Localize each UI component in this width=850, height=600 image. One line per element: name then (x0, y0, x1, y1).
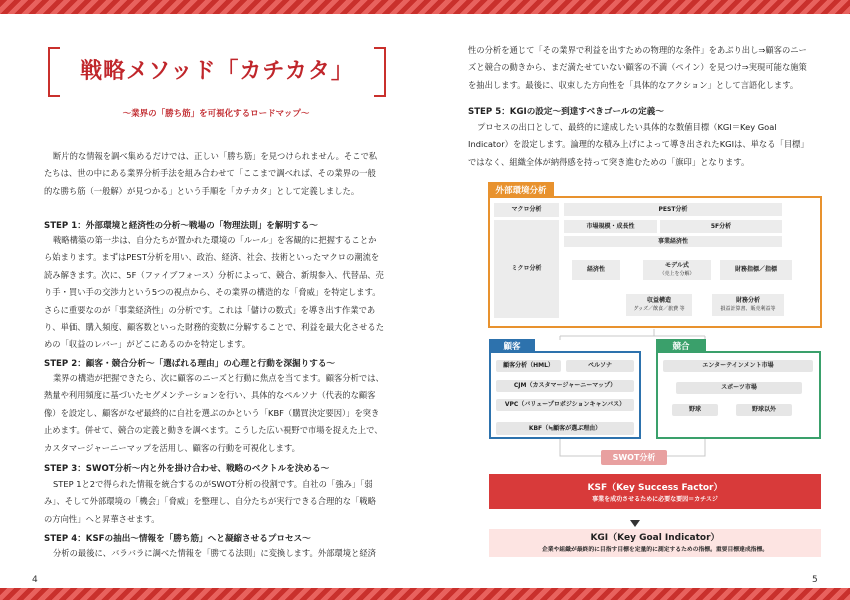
right-page-number: 5 (812, 575, 818, 585)
competitor-item-non-baseball: 野球以外 (736, 404, 792, 416)
econ-header-label: 事業経済性 (657, 237, 688, 245)
step4-body: 分析の最後に、バラバラに調べた情報を「勝てる法則」に変換します。外部環境と経済 (53, 548, 376, 558)
customer-item-cjm: CJM（カスタマージャーニーマップ） (496, 380, 634, 392)
step1-heading: STEP 1：外部環境と経済性の分析〜戦場の「物理法則」を解明する〜 (44, 221, 318, 231)
customer-item-vpc: VPC（バリュープロポジションキャンバス） (496, 399, 634, 411)
finance-analysis-label: 財務分析 (735, 297, 760, 304)
step2-body: 業界の構造が把握できたら、次に顧客のニーズと行動に焦点を当てます。顧客分析では、熱量や利用頻度に基づいたセグメンテーションを行い、具体的なペルソナ（代表的な顧客像）を設定し、顧客がなぜ最終的に自社を選ぶのかという「KBF（購買決定要因）」を突き止めます。併せて、競合の定義と動きを調べます。こうした広い視野で市場を捉えた上で、カスタマージャーニーマップを活用し、顧客の行動を可視化します。 (44, 373, 384, 453)
finance-analysis-sub: 損益計算書、販売利益等 (720, 306, 776, 312)
model-label: モデル式 (665, 262, 689, 269)
economics-cell (572, 260, 620, 280)
economics-label: 経済性 (586, 266, 605, 273)
five-forces-cell (660, 220, 782, 233)
step4-heading: STEP 4：KSFの抽出〜情報を「勝ち筋」へと凝縮させるプロセス〜 (44, 534, 311, 544)
competitor-item-entertainment: エンターテインメント市場 (663, 360, 813, 372)
step5-body: プロセスの出口として、最終的に達成したい具体的な数値目標（KGI＝Key Goal Indicator）を設定します。論理的な積み上げによって導き出されたKGIは、単なる「目標」ではなく、組織全体が納得感を持って突き進むための「旗印」となります。 (468, 122, 809, 167)
kgi-subtitle: 企業や組織が最終的に目指す目標を定量的に測定するための指標。重要目標達成指標。 (541, 547, 769, 553)
finance-kpi-cell (720, 260, 792, 280)
finance-kpi-label: 財務指標／指標 (734, 266, 777, 273)
market-label: 市場規模・成長性 (586, 222, 635, 230)
page-title: 戦略メソッド「カチカタ」 (80, 59, 354, 84)
pest-cell (564, 203, 782, 216)
swot-badge: SWOT分析 (601, 450, 667, 465)
step5-heading: STEP 5：KGIの設定〜到達すべきゴールの定義〜 (468, 107, 664, 117)
revenue-sub: グッズ／飲食／旅費 等 (633, 306, 685, 312)
page-subtitle: 〜業界の「勝ち筋」を可視化するロードマップ〜 (122, 109, 310, 119)
external-analysis-header: 外部環境分析 (488, 182, 554, 197)
competitor-header: 競合 (656, 339, 706, 352)
ksf-title: KSF（Key Success Factor） (587, 483, 723, 493)
model-cell (643, 260, 711, 280)
customer-item-kbf: KBF（≒顧客が選ぶ理由） (496, 422, 634, 435)
market-cell (564, 220, 657, 233)
continued-text: 性の分析を通じて「その業界で利益を出すための物理的な条件」をあぶり出し⇒顧客のニーズと競合の動きから、まだ満たせていない顧客の不満（ペイン）を見つけ⇒実現可能な施策を抽出します。最後に、収束した方向性を「具体的なアクション」として言語化します。 (468, 45, 807, 90)
step1-body: 戦略構築の第一歩は、自分たちが置かれた環境の「ルール」を客観的に把握することから始まります。まずはPEST分析を用い、政治、経済、社会、技術といったマクロの潮流を読み解きます。次に、5F（ファイブフォース）分析によって、競合、新規参入、代替品、売り手・買い手の交渉力という5つの視点から、その業界の構造的な「脅威」を特定します。さらに重要なのが「事業経済性」の分析です。これは「儲けの数式」を導き出す作業であり、単価、購入頻度、顧客数といった財務的変数に分解することで、利益を最大化させるための「収益のレバー」がどこにあるのかを特定します。 (44, 235, 385, 350)
customer-header: 顧客 (489, 339, 535, 352)
econ-header-cell (564, 236, 782, 247)
step3-heading: STEP 3：SWOT分析〜内と外を掛け合わせ、戦略のベクトルを決める〜 (44, 464, 330, 474)
competitor-item-sports: スポーツ市場 (676, 382, 802, 394)
step2-heading: STEP 2：顧客・競合分析〜「選ばれる理由」の心理と行動を深掘りする〜 (44, 359, 336, 369)
step3-body: STEP 1と2で得られた情報を統合するのがSWOT分析の役割です。自社の「強み」「弱み」、そして外部環境の「機会」「脅威」を整理し、自分たちが実行できる合理的な「戦略の方向性」へと昇華させます。 (44, 479, 376, 524)
micro-label-cell (494, 220, 559, 318)
ksf-subtitle: 事業を成功させるために必要な要因＝カチスジ (592, 496, 718, 503)
left-page-number: 4 (32, 575, 38, 585)
finance-analysis-cell (712, 294, 784, 316)
revenue-label: 収益構造 (646, 297, 671, 304)
pest-label: PEST分析 (658, 205, 688, 213)
kgi-title: KGI（Key Goal Indicator） (590, 533, 720, 543)
competitor-item-baseball: 野球 (672, 404, 718, 416)
macro-label: マクロ分析 (511, 206, 542, 213)
macro-label-cell (494, 203, 559, 217)
intro-text: 断片的な情報を調べ集めるだけでは、正しい「勝ち筋」を見つけられません。そこで私たちは、世の中にある業界分析手法を組み合わせて「ここまで調べれば、その業界の一般的な勝ち筋（一般解）が見つかる」という手順を「カチカタ」として定義しました。 (44, 151, 378, 196)
micro-label: ミクロ分析 (511, 265, 542, 272)
revenue-cell (626, 294, 692, 316)
customer-item-hml: 顧客分析（HML） (496, 360, 561, 372)
model-sub: （売上を分解） (659, 271, 695, 277)
customer-item-persona: ペルソナ (566, 360, 634, 372)
five-forces-label: 5F分析 (710, 222, 732, 230)
